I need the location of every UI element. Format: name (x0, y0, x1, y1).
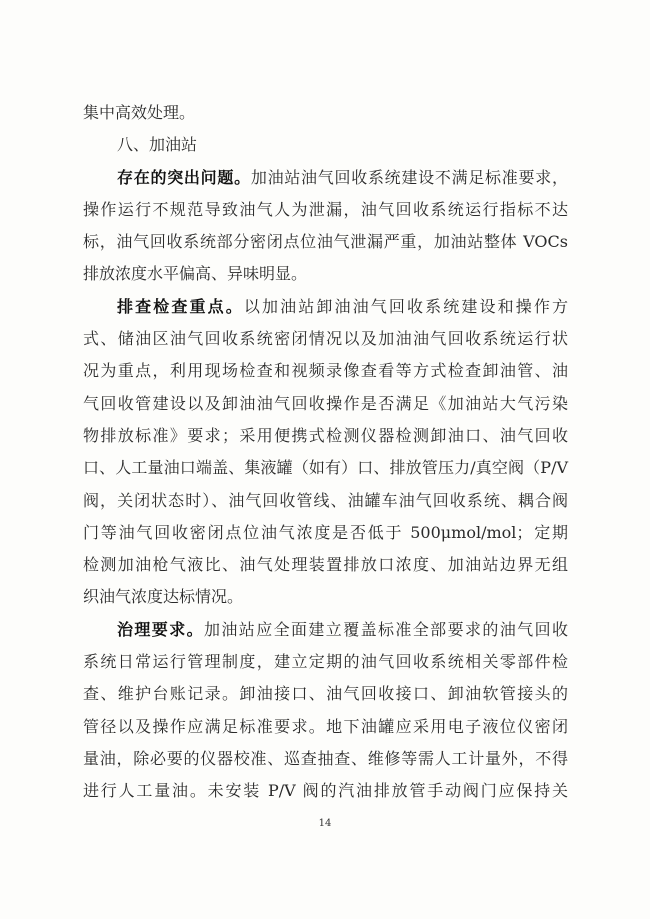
text-line (83, 678, 568, 710)
line-text: 操作运行不规范导致油气人为泄漏，油气回收系统运行指标不达 (83, 199, 568, 219)
line-text: 加油站应全面建立覆盖标准全部要求的油气回收 (204, 619, 568, 639)
line-text: 集中高效处理。 (83, 103, 196, 122)
text-line (83, 711, 568, 743)
text-line (83, 162, 568, 194)
text-line (83, 517, 568, 549)
line-text: 加油站油气回收系统建设不满足标准要求， (250, 167, 568, 187)
document-body (83, 0, 568, 808)
text-line (83, 129, 568, 161)
text-line (83, 452, 568, 484)
line-text: 阀，关闭状态时）、油气回收管线、油罐车油气回收系统、耦合阀 (83, 490, 568, 510)
line-text: 查、维护台账记录。卸油接口、油气回收接口、卸油软管接头的 (83, 684, 568, 704)
text-line (83, 549, 568, 581)
line-text: 以加油站卸油油气回收系统建设和操作方 (243, 296, 568, 316)
text-line (83, 258, 568, 290)
text-line (83, 646, 568, 678)
line-text: 气回收管建设以及卸油油气回收操作是否满足《加油站大气污染 (83, 393, 568, 413)
text-line (83, 291, 568, 323)
text-line (83, 614, 568, 646)
line-text: 标，油气回收系统部分密闭点位油气泄漏严重，加油站整体 VOCs (83, 232, 568, 252)
page-number: 14 (318, 817, 332, 829)
text-line (83, 226, 568, 258)
line-text: 门等油气回收密闭点位油气浓度是否低于 500μmol/mol；定期 (83, 522, 568, 542)
paragraph-heading: 排查检查重点。 (117, 296, 244, 316)
text-line (83, 485, 568, 517)
text-line (83, 323, 568, 355)
paragraph-heading: 存在的突出问题。 (117, 167, 251, 187)
text-line (83, 388, 568, 420)
line-text: 八、加油站 (117, 135, 198, 155)
text-line (83, 743, 568, 775)
line-text: 排放浓度水平偏高、异味明显。 (83, 264, 308, 284)
line-text: 量油，除必要的仪器校准、巡查抽查、维修等需人工计量外，不得 (83, 748, 568, 768)
line-text: 系统日常运行管理制度，建立定期的油气回收系统相关零部件检 (83, 652, 568, 672)
line-text: 进行人工量油。未安装 P/V 阀的汽油排放管手动阀门应保持关 (83, 781, 568, 801)
text-line (83, 97, 568, 129)
text-line (83, 420, 568, 452)
line-text: 管径以及操作应满足标准要求。地下油罐应采用电子液位仪密闭 (83, 716, 568, 736)
line-text: 口、人工量油口端盖、集液罐（如有）口、排放管压力/真空阀（P/V (83, 458, 568, 478)
line-text: 检测加油枪气液比、油气处理装置排放口浓度、加油站边界无组 (83, 555, 568, 575)
line-text: 式、储油区油气回收系统密闭情况以及加油油气回收系统运行状 (83, 329, 568, 349)
text-line (83, 581, 568, 613)
text-line (83, 194, 568, 226)
line-text: 物排放标准》要求；采用便携式检测仪器检测卸油口、油气回收 (83, 425, 568, 445)
paragraph-heading: 治理要求。 (117, 619, 204, 639)
line-text: 况为重点，利用现场检查和视频录像查看等方式检查卸油管、油 (83, 361, 568, 381)
text-line (83, 355, 568, 387)
text-line (83, 775, 568, 807)
line-text: 织油气浓度达标情况。 (83, 587, 244, 607)
